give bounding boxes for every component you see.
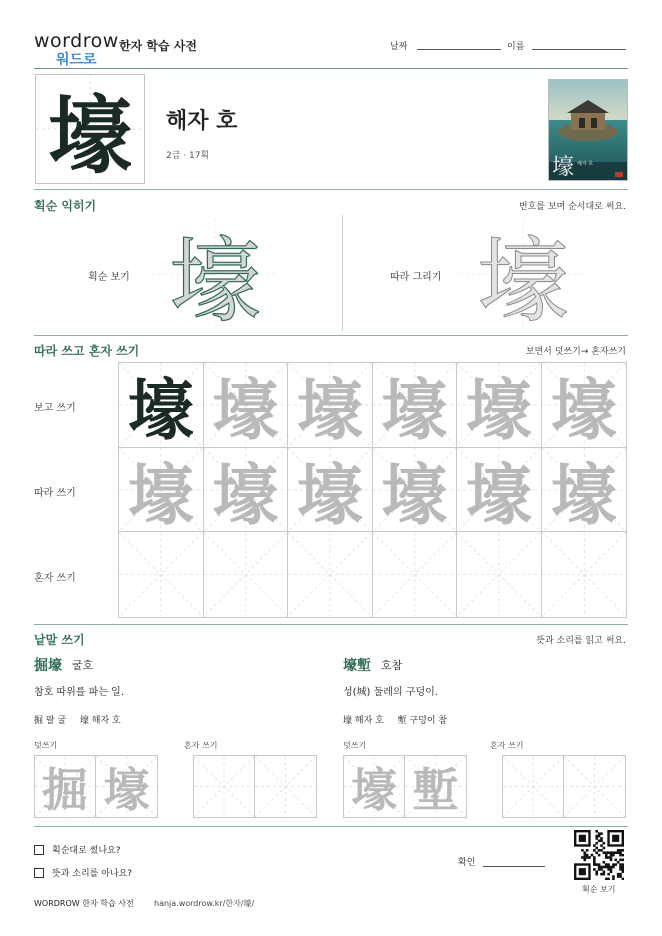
thumb-reading: 해자 호: [577, 161, 594, 167]
qr-code-graphic: [574, 830, 624, 880]
cell-guides: [564, 756, 625, 817]
word-trace-box[interactable]: [34, 755, 158, 818]
cell-guides: [204, 532, 288, 617]
logo-wordrow: wordrow: [34, 30, 119, 52]
checklist-text: 획순대로 썼나요?: [52, 846, 121, 856]
date-field[interactable]: [417, 49, 501, 50]
self-label: 혼자 쓰기: [490, 741, 524, 750]
word-hanja: 壕塹: [343, 658, 371, 674]
practice-grid[interactable]: [118, 362, 627, 618]
qr-label: 획순 보기: [582, 885, 616, 894]
practice-section-title: 따라 쓰고 혼자 쓰기: [34, 344, 140, 358]
practice-cell[interactable]: [373, 363, 458, 448]
word-hanja: 掘壕: [34, 658, 62, 674]
words-section-title: 낱말 쓰기: [34, 633, 85, 647]
word-cell[interactable]: [503, 756, 564, 817]
word-trace-character: 壕: [103, 762, 150, 817]
practice-cell[interactable]: [457, 532, 542, 617]
practice-cell[interactable]: [119, 448, 204, 533]
practice-cell[interactable]: [119, 363, 204, 448]
stroke-trace-figure[interactable]: [460, 218, 586, 335]
trace-label: 덧쓰기: [343, 741, 367, 750]
logo: [34, 30, 119, 68]
cell-guides: [288, 532, 372, 617]
name-label: 이름: [507, 42, 525, 52]
practice-cell[interactable]: [373, 532, 458, 617]
practice-character: 壕: [212, 455, 279, 533]
gloss-char: 塹: [397, 716, 407, 726]
hero-meta: 2급 · 17획: [166, 151, 210, 161]
practice-character: 壕: [381, 455, 448, 533]
thumb-character: 壕: [552, 155, 575, 180]
practice-cell[interactable]: [204, 363, 289, 448]
checklist-item[interactable]: [34, 843, 121, 856]
practice-row-label: 보고 쓰기: [34, 403, 76, 414]
name-field[interactable]: [532, 49, 626, 50]
stroke-view-character: 壕: [168, 228, 261, 335]
stroke-section-title: 획순 익히기: [34, 199, 97, 213]
word-reading: 굴호: [72, 659, 94, 672]
checklist-item[interactable]: [34, 866, 132, 879]
trace-label: 덧쓰기: [34, 741, 58, 750]
word-trace-character: 掘: [42, 762, 88, 817]
word-cell[interactable]: [255, 756, 316, 817]
cell-guides: [119, 532, 203, 617]
cell-guides: [373, 532, 457, 617]
practice-cell[interactable]: [288, 532, 373, 617]
cell-guides: [542, 532, 627, 617]
header-title: 한자 학습 사전: [119, 39, 197, 53]
practice-character: 壕: [296, 371, 363, 448]
gloss-char: 壕: [343, 716, 353, 726]
practice-character: 壕: [212, 371, 279, 448]
hero-reading: 해자 호: [166, 109, 238, 134]
practice-cell[interactable]: [542, 532, 627, 617]
hero-character: 壕: [47, 85, 132, 185]
footer-url[interactable]: hanja.wordrow.kr/한자/壕/: [154, 899, 255, 908]
practice-section-note: 보면서 덧쓰기→ 혼자쓰기: [525, 347, 626, 357]
word-meaning: 성(城) 둘레의 구덩이.: [343, 687, 438, 698]
thumb-badge: [615, 172, 623, 177]
practice-cell[interactable]: [457, 448, 542, 533]
cell-guides: [503, 756, 563, 817]
word-cell[interactable]: [564, 756, 625, 817]
word-trace-character: 壕: [351, 762, 397, 817]
word-cell[interactable]: [35, 756, 96, 817]
word-cell[interactable]: [194, 756, 255, 817]
hero-thumbnail: [548, 79, 628, 181]
practice-row-label: 따라 쓰기: [34, 488, 76, 499]
word-self-box[interactable]: [193, 755, 317, 818]
practice-cell[interactable]: [119, 532, 204, 617]
word-trace-box[interactable]: [343, 755, 467, 818]
qr-code[interactable]: [574, 830, 624, 880]
stroke-view-label: 획순 보기: [88, 272, 130, 283]
checkbox[interactable]: [34, 868, 44, 878]
hero-rule: [34, 189, 628, 190]
words-rule: [34, 826, 628, 827]
cell-guides: [194, 756, 254, 817]
practice-cell[interactable]: [288, 363, 373, 448]
practice-cell[interactable]: [373, 448, 458, 533]
practice-character: 壕: [550, 371, 617, 448]
word-cell[interactable]: [405, 756, 466, 817]
practice-character: 壕: [465, 371, 532, 448]
practice-cell[interactable]: [457, 363, 542, 448]
practice-character: 壕: [127, 455, 194, 533]
words-section-note: 뜻과 소리를 읽고 써요.: [536, 636, 626, 646]
stroke-trace-label: 따라 그리기: [390, 272, 442, 283]
word-reading: 호참: [381, 659, 403, 672]
logo-korean: 워드로: [56, 52, 97, 68]
stroke-divider: [342, 215, 343, 331]
cell-guides: [457, 532, 541, 617]
footer-brand: WORDROW 한자 학습 사전: [34, 899, 134, 908]
self-label: 혼자 쓰기: [184, 741, 218, 750]
word-trace-character: 塹: [412, 762, 459, 817]
practice-cell[interactable]: [288, 448, 373, 533]
practice-character: 壕: [381, 371, 448, 448]
stroke-view-figure[interactable]: [152, 218, 278, 335]
practice-cell[interactable]: [204, 532, 289, 617]
checkbox[interactable]: [34, 845, 44, 855]
confirm-field[interactable]: [483, 866, 545, 867]
word-cell[interactable]: [344, 756, 405, 817]
practice-cell[interactable]: [542, 448, 627, 533]
stroke-trace-character: 壕: [476, 228, 569, 335]
checklist-text: 뜻과 소리를 아나요?: [52, 869, 133, 879]
gloss-char: 壕: [79, 716, 89, 726]
practice-row-label: 혼자 쓰기: [34, 573, 76, 584]
word-meaning: 참호 따위를 파는 일.: [34, 687, 124, 698]
practice-character: 壕: [127, 371, 194, 448]
word-self-box[interactable]: [502, 755, 626, 818]
gloss-text: 해자 호: [91, 716, 121, 726]
practice-character: 壕: [550, 455, 617, 533]
word-cell[interactable]: [96, 756, 157, 817]
stroke-rule: [34, 335, 628, 336]
confirm-label: 확인: [458, 858, 476, 868]
gloss-char: 掘: [34, 716, 44, 726]
gloss-text: 구덩이 참: [409, 716, 448, 726]
gloss-text: 팔 굴: [45, 716, 67, 726]
practice-character: 壕: [296, 455, 363, 533]
word-gloss: [34, 713, 121, 726]
practice-character: 壕: [465, 455, 532, 533]
practice-cell[interactable]: [542, 363, 627, 448]
stroke-section-note: 번호를 보며 순서대로 써요.: [518, 202, 626, 212]
practice-cell[interactable]: [204, 448, 289, 533]
hero-char-box: [35, 74, 145, 184]
cell-guides: [255, 756, 316, 817]
gloss-text: 해자 호: [354, 716, 384, 726]
word-gloss: [343, 713, 447, 726]
date-label: 날짜: [390, 42, 408, 52]
practice-rule: [34, 624, 628, 625]
